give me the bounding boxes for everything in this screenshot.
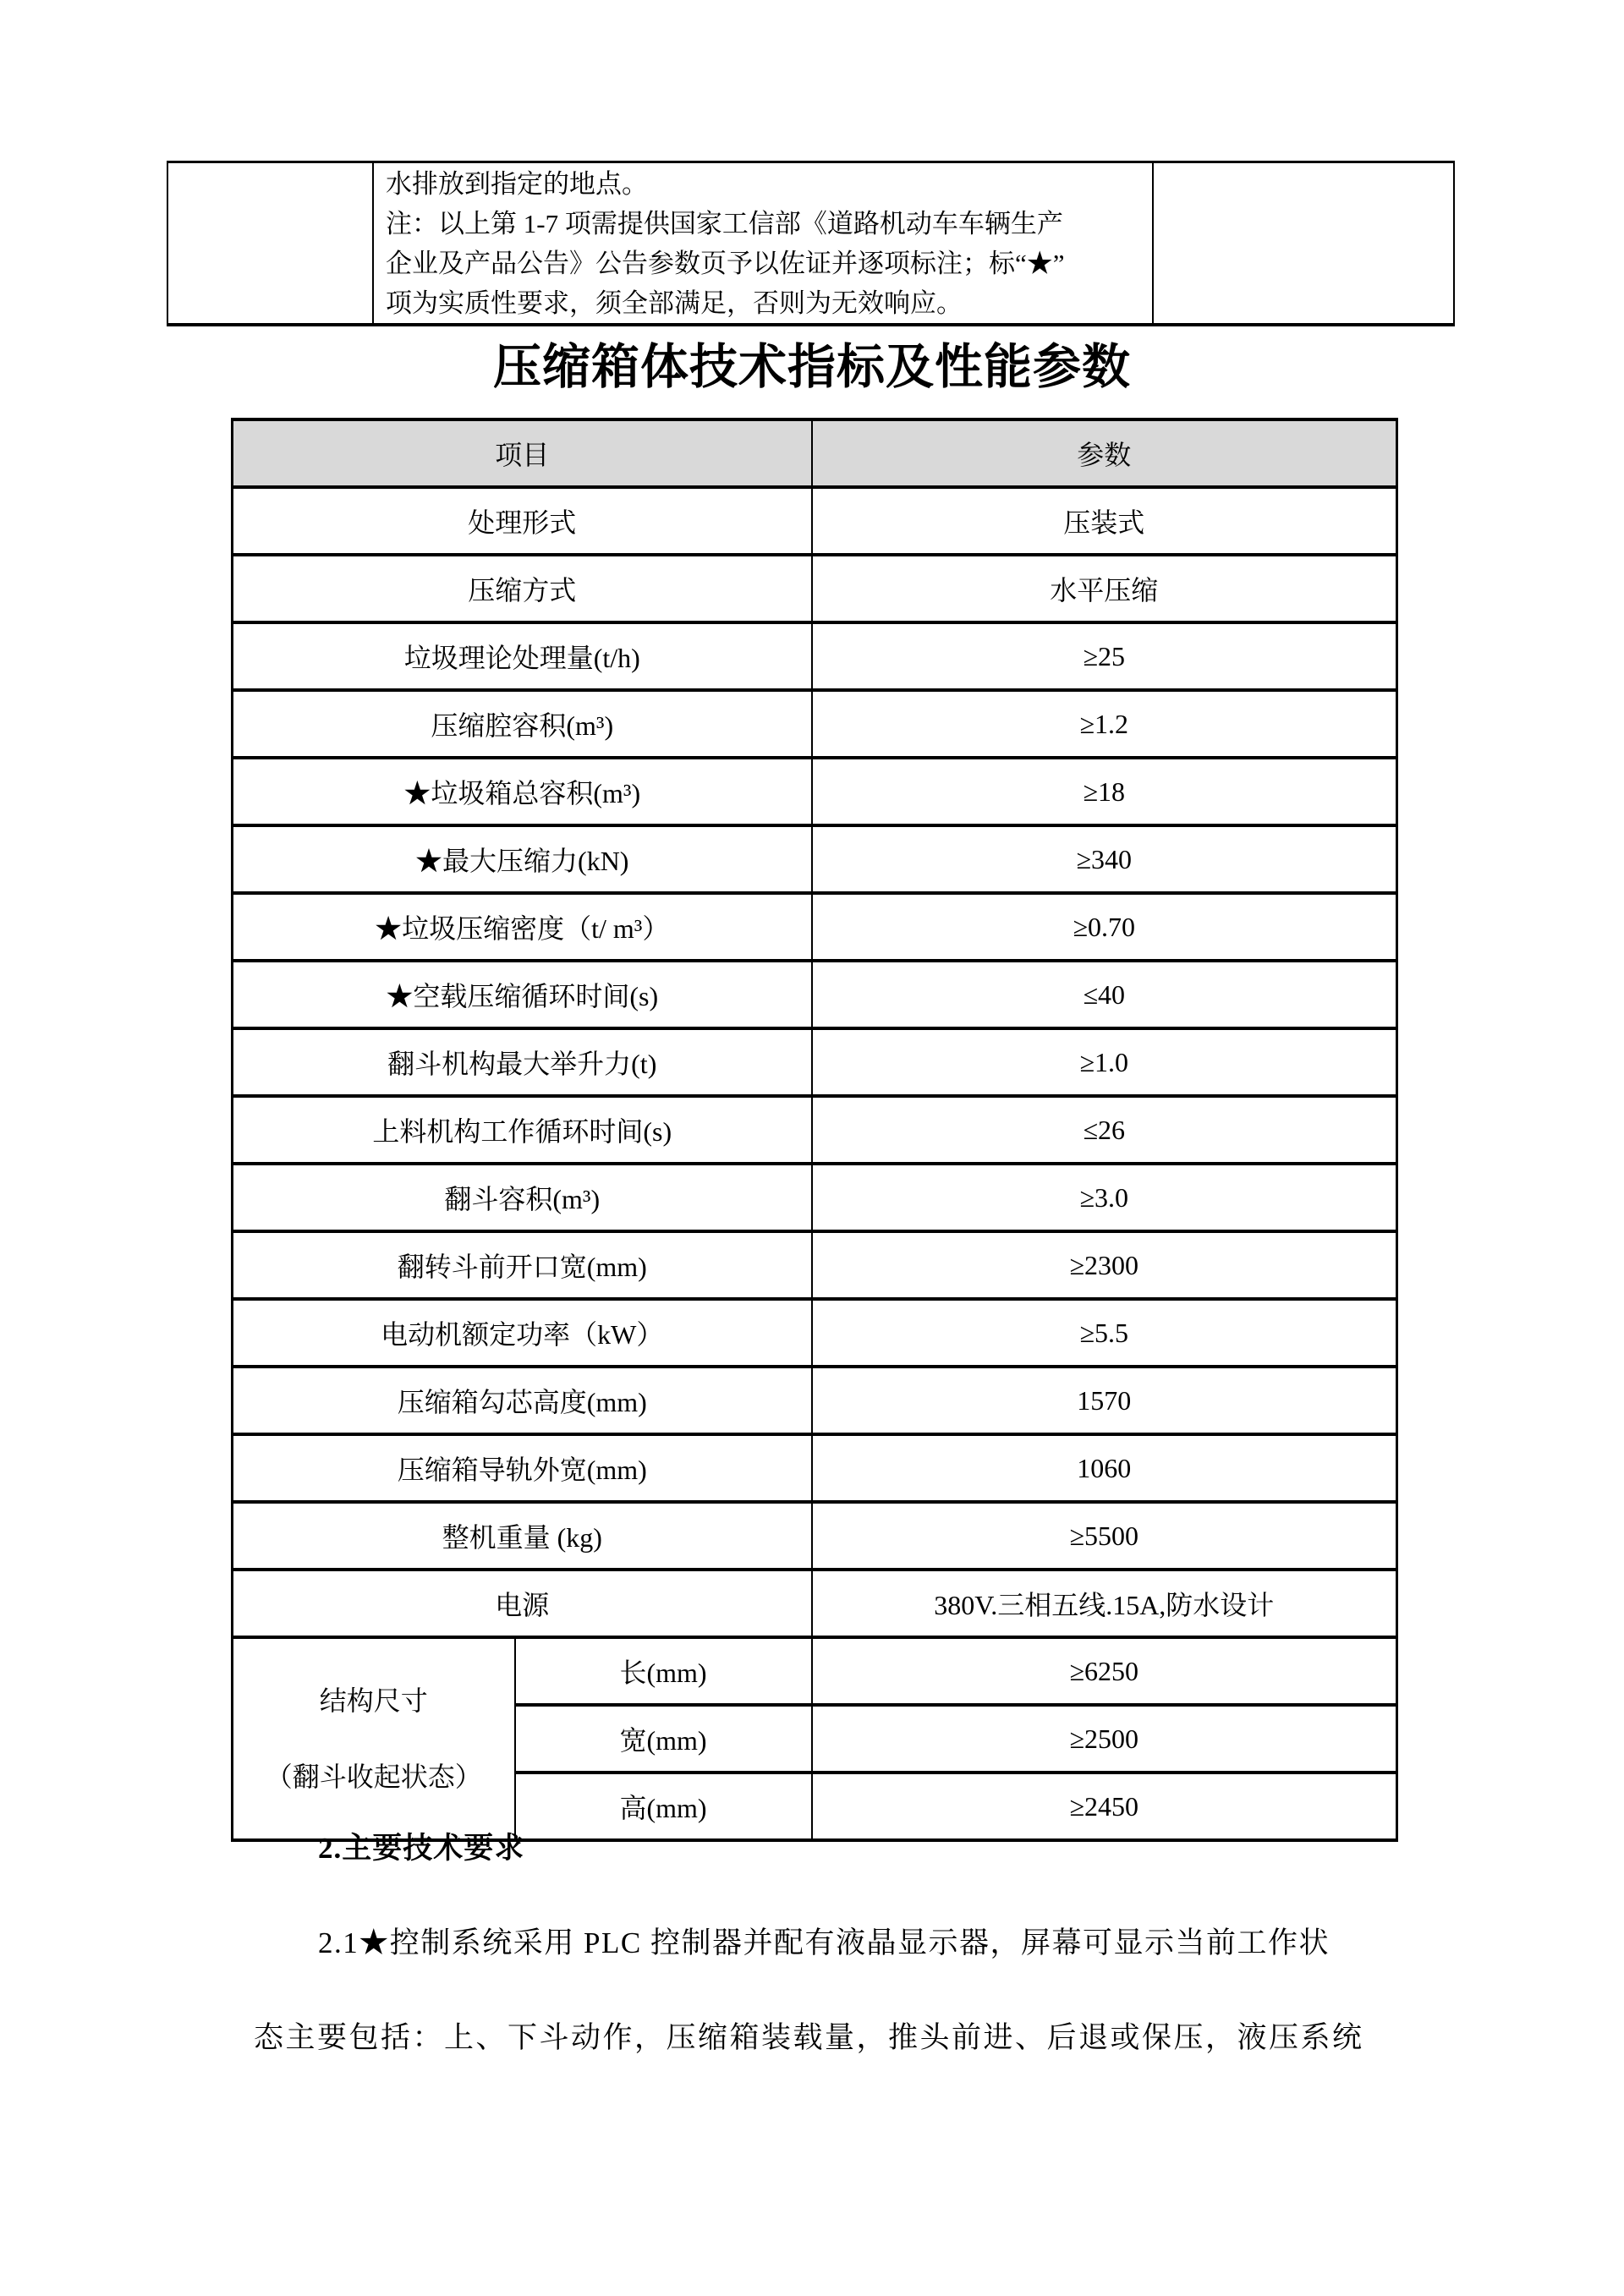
spec-value-cell: 水平压缩 bbox=[812, 555, 1397, 622]
table-row bbox=[233, 961, 1397, 1028]
continued-table-empty-left-cell bbox=[168, 163, 374, 323]
spec-item-cell: 压缩箱导轨外宽(mm) bbox=[233, 1434, 812, 1502]
spec-value-cell: ≥5500 bbox=[812, 1502, 1397, 1570]
spec-value-cell: ≥25 bbox=[812, 622, 1397, 690]
spec-value-cell: 1060 bbox=[812, 1434, 1397, 1502]
note-text-line: 项为实质性要求，须全部满足，否则为无效响应。 bbox=[386, 288, 963, 318]
spec-item-cell: ★垃圾压缩密度（t/ m³） bbox=[233, 893, 812, 961]
spec-value-cell: ≥18 bbox=[812, 758, 1397, 825]
table-row bbox=[233, 1028, 1397, 1096]
continued-table-empty-right-cell bbox=[1154, 163, 1453, 323]
dimension-item-cell: 长(mm) bbox=[515, 1637, 812, 1705]
spec-value-cell: ≥1.0 bbox=[812, 1028, 1397, 1096]
table-row bbox=[233, 1299, 1397, 1367]
spec-header-item: 项目 bbox=[233, 419, 812, 487]
spec-value-cell: ≥340 bbox=[812, 825, 1397, 893]
spec-item-cell: 处理形式 bbox=[233, 487, 812, 555]
spec-item-cell: 电动机额定功率（kW） bbox=[233, 1299, 812, 1367]
spec-item-cell: 电源 bbox=[233, 1570, 812, 1637]
spec-value-cell: ≥3.0 bbox=[812, 1164, 1397, 1231]
note-text-line: 注：以上第 1-7 项需提供国家工信部《道路机动车车辆生产 bbox=[386, 209, 1063, 238]
spec-item-cell: 翻转斗前开口宽(mm) bbox=[233, 1231, 812, 1299]
dimension-value-cell: ≥2450 bbox=[812, 1773, 1397, 1840]
table-row bbox=[233, 1096, 1397, 1164]
dimension-label-line1: 结构尺寸 bbox=[319, 1685, 428, 1716]
spec-item-cell: 上料机构工作循环时间(s) bbox=[233, 1096, 812, 1164]
requirement-2-1-line1: 2.1★控制系统采用 PLC 控制器并配有液晶显示器，屏幕可显示当前工作状 bbox=[318, 1926, 1330, 1959]
table-row bbox=[233, 825, 1397, 893]
table-row bbox=[233, 1502, 1397, 1570]
spec-value-cell: ≤40 bbox=[812, 961, 1397, 1028]
spec-value-cell: 380V.三相五线.15A,防水设计 bbox=[812, 1570, 1397, 1637]
table-row bbox=[233, 758, 1397, 825]
spec-item-cell: ★垃圾箱总容积(m³) bbox=[233, 758, 812, 825]
spec-item-cell: 压缩箱勾芯高度(mm) bbox=[233, 1367, 812, 1434]
spec-item-cell: 翻斗容积(m³) bbox=[233, 1164, 812, 1231]
continued-note-table bbox=[167, 161, 1455, 326]
spec-value-cell: ≤26 bbox=[812, 1096, 1397, 1164]
continued-table-note-cell bbox=[374, 163, 1154, 323]
spec-item-cell: 整机重量 (kg) bbox=[233, 1502, 812, 1570]
spec-table bbox=[231, 418, 1398, 1842]
dimension-value-cell: ≥6250 bbox=[812, 1637, 1397, 1705]
table-row bbox=[233, 622, 1397, 690]
dimension-label-line2: （翻斗收起状态） bbox=[265, 1762, 482, 1792]
spec-value-cell: ≥0.70 bbox=[812, 893, 1397, 961]
dimension-item-cell: 高(mm) bbox=[515, 1773, 812, 1840]
spec-item-cell: 垃圾理论处理量(t/h) bbox=[233, 622, 812, 690]
spec-item-cell: 翻斗机构最大举升力(t) bbox=[233, 1028, 812, 1096]
table-row bbox=[233, 1570, 1397, 1637]
table-row bbox=[233, 690, 1397, 758]
spec-header-param: 参数 bbox=[812, 419, 1397, 487]
spec-value-cell: 1570 bbox=[812, 1367, 1397, 1434]
dimension-group-label bbox=[233, 1637, 515, 1840]
dimension-value-cell: ≥2500 bbox=[812, 1705, 1397, 1773]
spec-item-cell: ★空载压缩循环时间(s) bbox=[233, 961, 812, 1028]
note-text-line: 企业及产品公告》公告参数页予以佐证并逐项标注；标“★” bbox=[386, 249, 1065, 278]
table-row bbox=[233, 555, 1397, 622]
table-row bbox=[233, 1164, 1397, 1231]
table-row bbox=[233, 1367, 1397, 1434]
spec-value-cell: 压装式 bbox=[812, 487, 1397, 555]
dimension-item-cell: 宽(mm) bbox=[515, 1705, 812, 1773]
spec-value-cell: ≥5.5 bbox=[812, 1299, 1397, 1367]
requirement-2-1-line2: 态主要包括：上、下斗动作，压缩箱装载量，推头前进、后退或保压，液压系统 bbox=[254, 2021, 1364, 2054]
spec-item-cell: 压缩腔容积(m³) bbox=[233, 690, 812, 758]
spec-value-cell: ≥2300 bbox=[812, 1231, 1397, 1299]
table-row bbox=[233, 487, 1397, 555]
section-2-heading: 2.主要技术要求 bbox=[318, 1832, 525, 1865]
spec-header-row bbox=[233, 419, 1397, 487]
table-row bbox=[233, 1231, 1397, 1299]
table-row bbox=[233, 893, 1397, 961]
spec-value-cell: ≥1.2 bbox=[812, 690, 1397, 758]
table-row bbox=[233, 1434, 1397, 1502]
dimension-row bbox=[233, 1637, 1397, 1705]
section-title: 压缩箱体技术指标及性能参数 bbox=[493, 341, 1131, 394]
spec-item-cell: ★最大压缩力(kN) bbox=[233, 825, 812, 893]
spec-item-cell: 压缩方式 bbox=[233, 555, 812, 622]
note-text-line: 水排放到指定的地点。 bbox=[386, 169, 648, 199]
